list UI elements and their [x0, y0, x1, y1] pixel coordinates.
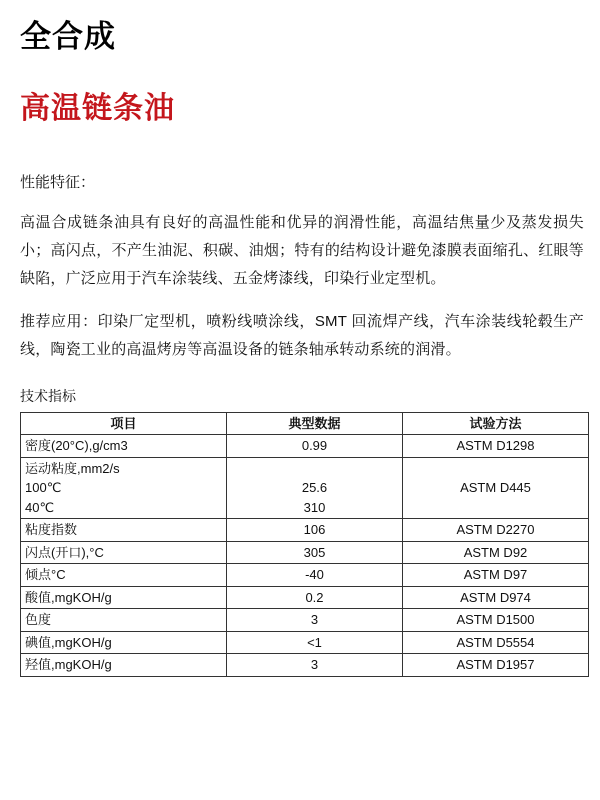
cell-method: ASTM D1957	[403, 654, 589, 677]
column-header-data: 典型数据	[227, 412, 403, 435]
cell-data-spacer	[231, 459, 398, 479]
cell-item	[21, 457, 227, 519]
cell-item-main: 运动粘度,mm2/s	[25, 460, 120, 476]
table-row	[21, 564, 589, 587]
features-paragraph: 高温合成链条油具有良好的高温性能和优异的润滑性能，高温结焦量少及蒸发损失小；高闪点，不产生油泥、积碳、油烟；特有的结构设计避免漆膜表面缩孔、红眼等缺陷，广泛应用于汽车涂装线、五金烤漆线，印染行业定型机。	[20, 214, 584, 287]
cell-item: 闪点(开口),°C	[21, 541, 227, 564]
cell-item: 倾点°C	[21, 564, 227, 587]
cell-data-sub-1: 25.6	[301, 480, 328, 496]
cell-method: ASTM D5554	[403, 631, 589, 654]
cell-data: 0.2	[227, 586, 403, 609]
table-row	[21, 586, 589, 609]
cell-item: 色度	[21, 609, 227, 632]
table-row	[21, 435, 589, 458]
cell-method: ASTM D2270	[403, 519, 589, 542]
page-title-sub: 高温链条油	[20, 92, 175, 126]
table-row	[21, 654, 589, 677]
cell-method: ASTM D1298	[403, 435, 589, 458]
cell-item: 粘度指数	[21, 519, 227, 542]
cell-data: 3	[227, 609, 403, 632]
column-header-method: 试验方法	[403, 412, 589, 435]
table-row	[21, 541, 589, 564]
features-label: 性能特征：	[20, 174, 96, 192]
column-header-item: 项目	[21, 412, 227, 435]
cell-method: ASTM D1500	[403, 609, 589, 632]
cell-method: ASTM D92	[403, 541, 589, 564]
spec-table-body	[21, 435, 589, 677]
cell-method: ASTM D445	[403, 457, 589, 519]
table-row	[21, 519, 589, 542]
cell-data: 3	[227, 654, 403, 677]
application-paragraph: 推荐应用：印染厂定型机，喷粉线喷涂线，SMT 回流焊产线，汽车涂装线轮毂生产线，陶瓷工业的高温烤房等高温设备的链条轴承转动系统的润滑。	[20, 313, 584, 359]
cell-method: ASTM D97	[403, 564, 589, 587]
cell-data: 106	[227, 519, 403, 542]
cell-item: 碘值,mgKOH/g	[21, 631, 227, 654]
table-row	[21, 631, 589, 654]
cell-item: 密度(20°C),g/cm3	[21, 435, 227, 458]
table-row	[21, 457, 589, 519]
cell-data: <1	[227, 631, 403, 654]
cell-data: 0.99	[227, 435, 403, 458]
cell-item-sub-2: 40℃	[25, 499, 55, 515]
cell-data-sub-2: 310	[303, 499, 326, 515]
cell-data	[227, 457, 403, 519]
cell-item-sub-1: 100℃	[25, 480, 62, 496]
cell-item: 羟值,mgKOH/g	[21, 654, 227, 677]
spec-table-head	[21, 412, 589, 435]
cell-method: ASTM D974	[403, 586, 589, 609]
spec-table	[20, 412, 589, 677]
table-header-row	[21, 412, 589, 435]
cell-data: 305	[227, 541, 403, 564]
cell-item: 酸值,mgKOH/g	[21, 586, 227, 609]
cell-data: -40	[227, 564, 403, 587]
page-title-main: 全合成	[20, 19, 116, 54]
table-row	[21, 609, 589, 632]
spec-table-caption: 技术指标	[20, 387, 76, 404]
